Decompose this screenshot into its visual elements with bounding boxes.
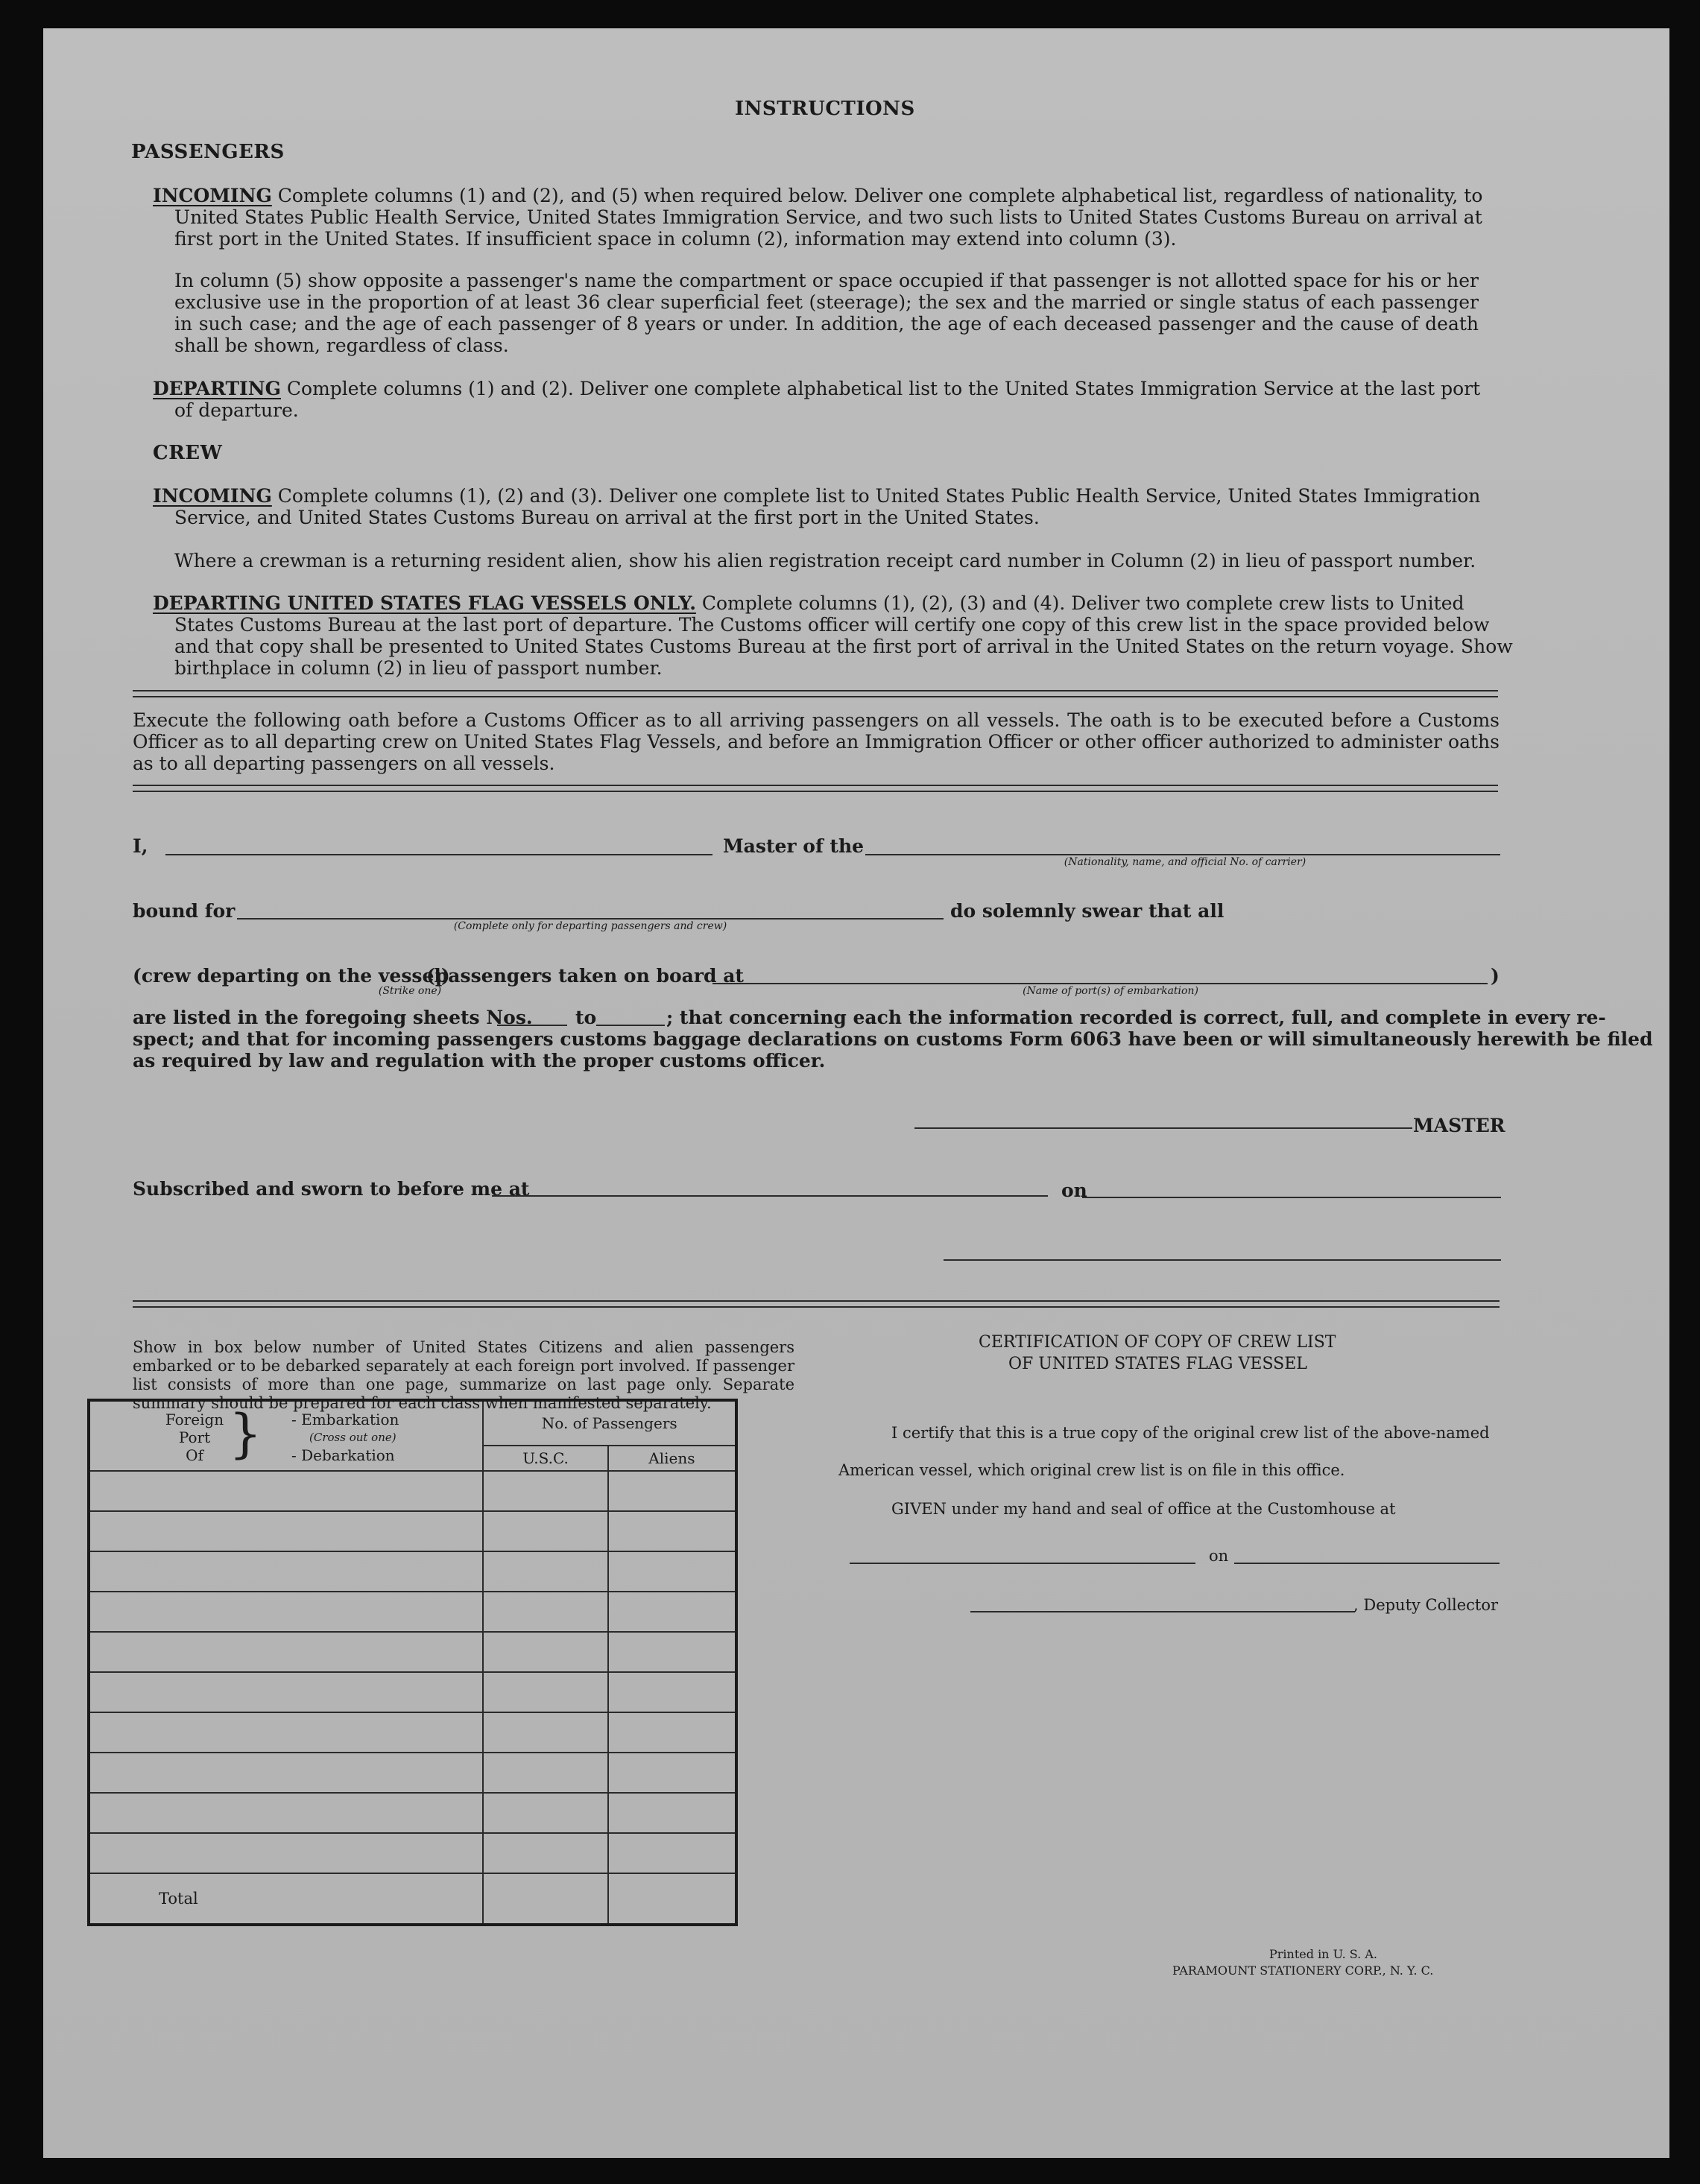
listed-line-3: as required by law and regulation with the proper customs officer. xyxy=(133,1050,826,1072)
table-row xyxy=(89,1511,736,1551)
officer-signature-line[interactable] xyxy=(944,1259,1501,1261)
foreign-port-header xyxy=(89,1400,483,1471)
no-passengers-header: No. of Passengers xyxy=(483,1400,736,1446)
summary-instruction: Show in box below number of United States Citizens and alien passengers embarked or to be debarked separately at each foreign port involved. If passenger list consists of more than one page, summarize on last page only. Separate summary should be prepared for each class when manifested separately. xyxy=(133,1338,794,1412)
brace-icon: } xyxy=(229,1403,262,1464)
usc-cell[interactable] xyxy=(483,1551,607,1592)
usc-cell[interactable] xyxy=(483,1672,607,1712)
usc-cell[interactable] xyxy=(483,1511,607,1551)
aliens-cell[interactable] xyxy=(608,1471,736,1511)
certification-on-label: on xyxy=(1209,1547,1229,1565)
master-label: MASTER xyxy=(1413,1115,1505,1136)
usc-cell[interactable] xyxy=(483,1833,607,1873)
subscribed-on-label: on xyxy=(1061,1180,1087,1201)
usc-cell[interactable] xyxy=(483,1592,607,1632)
master-name-line[interactable] xyxy=(165,854,712,855)
printer-name: PARAMOUNT STATIONERY CORP., N. Y. C. xyxy=(1172,1963,1434,1978)
usc-cell[interactable] xyxy=(483,1712,607,1753)
passengers-incoming-line-2: United States Public Health Service, United States Immigration Service, and two such lists to United States Customs Bureau on arrival at xyxy=(174,206,1482,228)
aliens-cell[interactable] xyxy=(608,1551,736,1592)
port-cell[interactable] xyxy=(89,1592,483,1632)
total-usc-cell[interactable] xyxy=(483,1873,607,1925)
usc-cell[interactable] xyxy=(483,1471,607,1511)
subscribed-date-line[interactable] xyxy=(1082,1197,1501,1198)
listed-line-1-end: ; that concerning each the information recorded is correct, full, and complete in every re- xyxy=(666,1007,1606,1028)
port-cell[interactable] xyxy=(89,1511,483,1551)
passengers-departing-line-2: of departure. xyxy=(174,399,299,421)
aliens-cell[interactable] xyxy=(608,1793,736,1833)
listed-line-2: spect; and that for incoming passengers customs baggage declarations on customs Form 6063 have been or will simultaneously herewith be filed xyxy=(133,1028,1653,1050)
crew-departing-line-4: birthplace in column (2) in lieu of passport number. xyxy=(174,657,663,679)
divider-3 xyxy=(133,1300,1500,1308)
table-row xyxy=(89,1833,736,1873)
certification-line-3: GIVEN under my hand and seal of office at the Customhouse at xyxy=(891,1500,1396,1518)
usc-header: U.S.C. xyxy=(483,1446,607,1471)
oath-instruction: Execute the following oath before a Customs Officer as to all arriving passengers on all vessels. The oath is to be executed before a Customs Officer as to all departing crew on United States Flag Vessels, and before an Immigration Officer or other officer authorized to administer oaths as to all departing passengers on all vessels. xyxy=(133,709,1500,774)
debarkation-option[interactable]: - Debarkation xyxy=(291,1446,395,1464)
crew-departing-option[interactable]: (crew departing on the vessel) xyxy=(133,965,450,987)
divider-1 xyxy=(133,690,1498,697)
close-paren: ) xyxy=(1491,965,1500,987)
usc-cell[interactable] xyxy=(483,1632,607,1672)
crew-incoming-line-2: Service, and United States Customs Bureau on arrival at the first port in the United States. xyxy=(174,507,1040,528)
crew-departing-line-3: and that copy shall be presented to United States Customs Bureau at the first port of arrival in the United States on the return voyage. Show xyxy=(174,636,1513,657)
port-cell[interactable] xyxy=(89,1712,483,1753)
table-row xyxy=(89,1712,736,1753)
deputy-signature-line[interactable] xyxy=(970,1611,1355,1612)
subscribed-label: Subscribed and sworn to before me at xyxy=(133,1178,530,1200)
aliens-header: Aliens xyxy=(608,1446,736,1471)
bound-for-label: bound for xyxy=(133,900,236,922)
port-label: Port xyxy=(178,1428,211,1446)
certification-heading-1: CERTIFICATION OF COPY OF CREW LIST xyxy=(979,1333,1336,1352)
passenger-summary-table xyxy=(87,1399,738,1926)
certification-line-1: I certify that this is a true copy of the original crew list of the above-named xyxy=(891,1424,1490,1442)
carrier-line[interactable] xyxy=(865,854,1500,855)
cross-out-caption: (Cross out one) xyxy=(309,1431,396,1444)
aliens-cell[interactable] xyxy=(608,1632,736,1672)
bound-caption: (Complete only for departing passengers and crew) xyxy=(453,920,727,932)
crew-resident-text: Where a crewman is a returning resident alien, show his alien registration receipt card number in Column (2) in lieu of passport number. xyxy=(174,550,1476,572)
aliens-cell[interactable] xyxy=(608,1753,736,1793)
master-signature-line[interactable] xyxy=(914,1127,1412,1129)
table-row xyxy=(89,1793,736,1833)
listed-to: to xyxy=(575,1007,597,1028)
aliens-cell[interactable] xyxy=(608,1672,736,1712)
passengers-incoming-line-3: first port in the United States. If insufficient space in column (2), information may extend into column (3). xyxy=(174,228,1177,250)
passengers-incoming-line-1: INCOMING Complete columns (1) and (2), and (5) when required below. Deliver one complete alphabetical list, regardless of nationality, to xyxy=(153,185,1483,206)
total-row xyxy=(89,1873,736,1925)
passengers-heading: PASSENGERS xyxy=(131,141,285,163)
embarkation-option[interactable]: - Embarkation xyxy=(291,1411,399,1428)
port-cell[interactable] xyxy=(89,1672,483,1712)
sheet-from-line[interactable] xyxy=(497,1025,567,1026)
port-cell[interactable] xyxy=(89,1753,483,1793)
passengers-departing-line-1: DEPARTING Complete columns (1) and (2). Deliver one complete alphabetical list to the United States Immigration Service at the last port xyxy=(153,378,1481,399)
deputy-collector-label: , Deputy Collector xyxy=(1353,1596,1499,1614)
certification-date-line[interactable] xyxy=(1234,1563,1500,1564)
printed-in-usa: Printed in U. S. A. xyxy=(1269,1947,1377,1961)
port-caption: (Name of port(s) of embarkation) xyxy=(1023,985,1198,997)
passengers-incoming-label: INCOMING xyxy=(153,185,272,206)
divider-2 xyxy=(133,785,1498,792)
of-label: Of xyxy=(186,1446,203,1464)
aliens-cell[interactable] xyxy=(608,1712,736,1753)
port-cell[interactable] xyxy=(89,1632,483,1672)
crew-incoming-line-1: INCOMING Complete columns (1), (2) and (3). Deliver one complete list to United States Public Health Service, United States Immigration xyxy=(153,485,1481,507)
usc-cell[interactable] xyxy=(483,1793,607,1833)
aliens-cell[interactable] xyxy=(608,1833,736,1873)
table-row xyxy=(89,1672,736,1712)
foreign-label: Foreign xyxy=(165,1411,224,1428)
page-title: INSTRUCTIONS xyxy=(735,98,915,120)
sheet-to-line[interactable] xyxy=(596,1025,665,1026)
passengers-taken-option[interactable]: (passengers taken on board at xyxy=(426,965,744,987)
port-cell[interactable] xyxy=(89,1833,483,1873)
port-cell[interactable] xyxy=(89,1793,483,1833)
strike-caption: (Strike one) xyxy=(378,985,442,997)
port-cell[interactable] xyxy=(89,1551,483,1592)
listed-line-1-start: are listed in the foregoing sheets Nos. xyxy=(133,1007,533,1028)
aliens-cell[interactable] xyxy=(608,1511,736,1551)
passengers-departing-label: DEPARTING xyxy=(153,378,281,399)
crew-heading: CREW xyxy=(153,442,223,464)
aliens-cell[interactable] xyxy=(608,1592,736,1632)
crew-incoming-label: INCOMING xyxy=(153,485,272,507)
crew-departing-line-1: DEPARTING UNITED STATES FLAG VESSELS ONLY. Complete columns (1), (2), (3) and (4). Deliver two complete crew lists to United xyxy=(153,592,1464,614)
table-row xyxy=(89,1592,736,1632)
table-row xyxy=(89,1753,736,1793)
port-cell[interactable] xyxy=(89,1471,483,1511)
bound-for-line[interactable] xyxy=(237,918,944,920)
total-aliens-cell[interactable] xyxy=(608,1873,736,1925)
oath-i-label: I, xyxy=(133,835,148,857)
passengers-column5-text: In column (5) show opposite a passenger's name the compartment or space occupied if that passenger is not allotted space for his or her exclusive use in the proportion of at least 36 clear superficial feet (steerage); the sex and the married or single status of each passenger in such case; and the age of each passenger of 8 years or under. In addition, the age of each deceased passenger and the cause of death shall be shown, regardless of class. xyxy=(174,270,1479,356)
carrier-caption: (Nationality, name, and official No. of carrier) xyxy=(1064,856,1306,868)
crew-departing-label: DEPARTING UNITED STATES FLAG VESSELS ONLY. xyxy=(153,592,696,614)
subscribed-place-line[interactable] xyxy=(492,1195,1048,1197)
table-row xyxy=(89,1632,736,1672)
customhouse-line[interactable] xyxy=(850,1563,1195,1564)
total-label: Total xyxy=(89,1873,483,1925)
table-row xyxy=(89,1551,736,1592)
table-row xyxy=(89,1471,736,1511)
usc-cell[interactable] xyxy=(483,1753,607,1793)
crew-departing-line-2: States Customs Bureau at the last port of departure. The Customs officer will certify one copy of this crew list in the space provided below xyxy=(174,614,1490,636)
port-embarkation-line[interactable] xyxy=(712,983,1488,984)
master-of-the-label: Master of the xyxy=(723,835,865,857)
certification-line-2: American vessel, which original crew list is on file in this office. xyxy=(838,1461,1345,1479)
swear-text: do solemnly swear that all xyxy=(950,900,1225,922)
certification-heading-2: OF UNITED STATES FLAG VESSEL xyxy=(1008,1355,1307,1373)
